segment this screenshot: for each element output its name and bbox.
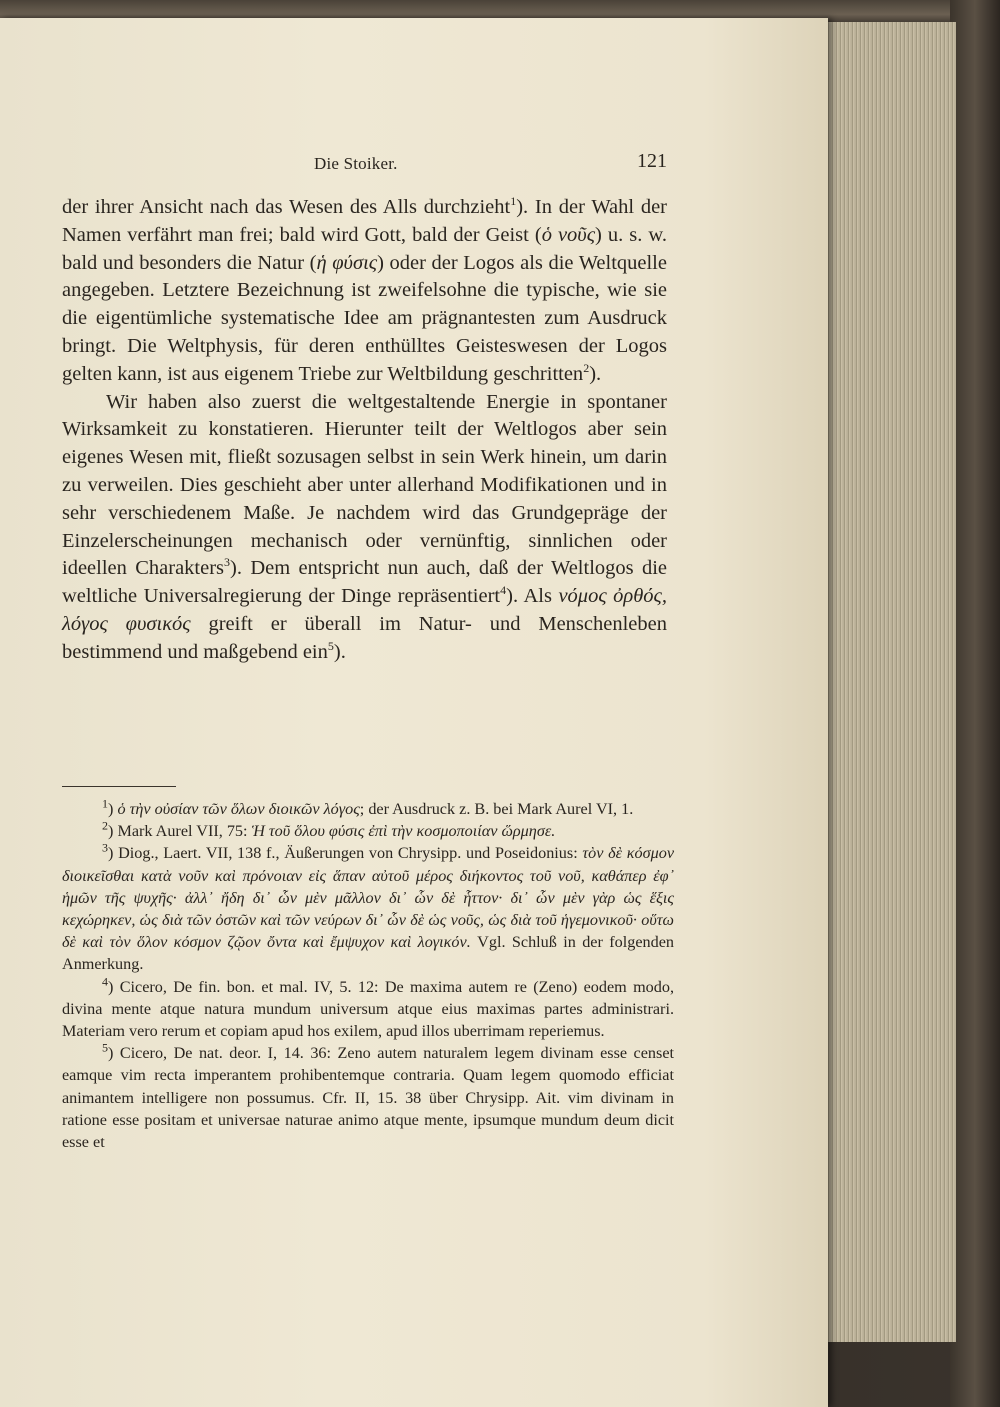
text-run: ). In der Wahl der Namen verfährt man frei; bald wird Gott, bald der Geist ( <box>62 196 667 246</box>
text-run: Cicero, De fin. bon. et mal. IV, 5. 12: De maxima autem re (Zeno) eodem modo, divina mente atque natura mundum universum atque eius maximas partes administrari. Materiam vero rerum et copiam apud hos exilem, apud illos uberrimam reperiemus. <box>62 977 674 1041</box>
book-page <box>0 18 828 1407</box>
footnote-ref-5: 5 <box>327 638 334 653</box>
footnote-5: $^5$) Cicero, De nat. deor. I, 14. 36: Zeno autem naturalem legem divinam esse censet eamque vim recta imperantem prohibentemque contraria. Quam legem quomodo efficiat animantem intelligere non possumus. Cfr. II, 15. 38 über Chrysipp. Ait. vim divinam in ratione esse positam et universae naturae animo atque mente, ipsumque mundum deum dicit esse et <box>62 1040 675 1152</box>
text-run: Wir haben also zuerst die weltgestaltende Energie in spontaner Wirksamkeit zu konstatieren. Hierunter teilt der Weltlogos aber sein eigenes Wesen mit, fließt sozusagen selbst in sein Werk hinein, um darin zu verweilen. Dies geschieht aber unter allerhand Modifikationen und in sehr verschiedenem Maße. Je nachdem wird das Grundgepräge der Einzelerscheinungen mechanisch oder vernünftig, sinnlichen oder ideellen Charakters <box>62 390 667 580</box>
greek-term: ἡ φύσις <box>316 251 378 274</box>
footnote-mark: 5 <box>102 1040 108 1055</box>
text-run: ). Dem entspricht nun auch, daß der Weltlogos die weltliche Universalregierung der Dinge repräsentiert <box>62 557 668 608</box>
text-run: Vgl. Schluß in der folgenden Anmerkung. <box>62 933 674 974</box>
footnote-mark: 4 <box>102 974 108 989</box>
text-run: ). <box>589 362 602 385</box>
paragraph-2 <box>62 389 667 667</box>
text-run: ). Als <box>506 585 559 608</box>
footnote-ref-3: 3 <box>224 555 231 570</box>
page-stack-edges <box>828 22 956 1342</box>
footnote-separator <box>62 786 176 787</box>
footnote-mark: 3 <box>102 841 108 856</box>
text-run: Diog., Laert. VII, 138 f., Äußerungen von Chrysipp. und Poseidonius: <box>118 844 583 863</box>
footnote-2: $^2$) Mark Aurel VII, 75: Ἡ τοῦ ὅλου φύσις ἐπὶ τὴν κοσμοποιίαν ὥρμησε. <box>102 818 556 841</box>
text-run: der ihrer Ansicht nach das Wesen des Alls durchzieht <box>62 196 511 218</box>
text-run: Cicero, De nat. deor. I, 14. 36: Zeno autem naturalem legem divinam esse censet eamque vim recta imperantem prohibentemque contraria. Quam legem quomodo efficiat animantem intelligere non possumus. Cfr. II, 15. 38 über Chrysipp. Ait. vim divinam in ratione esse positam et universae naturae animo atque mente, ipsumque mundum deum dicit esse et <box>62 1044 675 1152</box>
footnote-4: $^4$) Cicero, De fin. bon. et mal. IV, 5. 12: De maxima autem re (Zeno) eodem modo, divina mente atque natura mundum universum atque eius maximas partes administrari. Materiam vero rerum et copiam apud hos exilem, apud illos uberrimam reperiemus. <box>62 974 674 1041</box>
text-run: ) oder der Logos als die Weltquelle angegeben. Letztere Bezeichnung ist zweifelsohne die typische, wie sie die eigentümliche systematische Idee am prägnantesten zum Ausdruck bringt. Die Weltphysis, für deren enthülltes Geisteswesen der Logos gelten kann, ist aus eigenem Triebe zur Weltbildung geschritten <box>62 251 667 385</box>
text-run: Mark Aurel VII, 75: <box>117 822 252 841</box>
text-run: ). <box>333 640 346 663</box>
greek-term: νόμος ὀρθός, λόγος φυσικός <box>62 585 668 635</box>
footnotes <box>62 798 674 1153</box>
greek-term: Ἡ τοῦ ὅλου φύσις ἐπὶ τὴν κοσμοποιίαν ὥρμησε. <box>251 822 556 841</box>
footnote-mark: 1 <box>102 796 108 811</box>
body-text <box>62 194 667 667</box>
book-cover-edge <box>950 0 1000 1407</box>
footnote-1: $^1$) ὁ τὴν οὐσίαν τῶν ὅλων διοικῶν λόγος; der Ausdruck z. B. bei Mark Aurel VI, 1. <box>102 796 634 818</box>
text-run: ) u. s. w. bald und besonders die Natur ( <box>62 223 667 274</box>
text-run: greift er überall im Natur- und Menschenleben bestimmend und maßgebend ein <box>62 612 667 663</box>
footnote-mark: 2 <box>102 818 108 833</box>
greek-term: ὁ τὴν οὐσίαν τῶν ὅλων διοικῶν λόγος <box>117 800 360 818</box>
footnote-ref-2: 2 <box>583 360 590 375</box>
page-header <box>62 146 677 176</box>
footnote-3: $^3$) Diog., Laert. VII, 138 f., Äußerungen von Chrysipp. und Poseidonius: τὸν δὲ κόσμον διοικεῖσθαι κατὰ νοῦν καὶ πρόνοιαν εἰς ἅπαν αὐτοῦ μέρος διήκοντος τοῦ νοῦ, καθάπερ ἐφ᾽ ἡμῶν τῆς ψυχῆς· ἀλλ᾽ ἤδη δι᾽ ὧν μὲν μᾶλλον δι᾽ ὧν δὲ ἧττον· δι᾽ ὧν μὲν γὰρ ὡς ἕξις κεχώρηκεν, ὡς διὰ τῶν ὀστῶν καὶ τῶν νεύρων δι᾽ ὧν δὲ ὡς νοῦς, ὡς διὰ τοῦ ἡγεμονικοῦ· οὕτω δὲ καὶ τὸν ὅλον κόσμον ζῷον ὄντα καὶ ἔμψυχον καὶ λογικόν. Vgl. Schluß in der folgenden Anmerkung. <box>62 841 674 974</box>
running-title: Die Stoiker. <box>314 154 398 173</box>
footnote-ref-1: 1 <box>510 194 517 209</box>
greek-term: ὁ νοῦς <box>541 223 596 246</box>
paragraph-1 <box>62 194 667 389</box>
page-number: 121 <box>637 150 667 172</box>
greek-term: τὸν δὲ κόσμον διοικεῖσθαι κατὰ νοῦν καὶ πρόνοιαν εἰς ἅπαν αὐτοῦ μέρος διήκοντος τοῦ νοῦ, καθάπερ ἐφ᾽ ἡμῶν τῆς ψυχῆς· ἀλλ᾽ ἤδη δι᾽ ὧν μὲν μᾶλλον δι᾽ ὧν δὲ ἧττον· δι᾽ ὧν μὲν γὰρ ὡς ἕξις κεχώρηκεν, ὡς διὰ τῶν ὀστῶν καὶ τῶν νεύρων δι᾽ ὧν δὲ ὡς νοῦς, ὡς διὰ τοῦ ἡγεμονικοῦ· οὕτω δὲ καὶ τὸν ὅλον κόσμον ζῷον ὄντα καὶ ἔμψυχον καὶ λογικόν. <box>62 844 674 952</box>
footnote-ref-4: 4 <box>500 583 507 598</box>
text-run: ; der Ausdruck z. B. bei Mark Aurel VI, 1. <box>359 800 634 818</box>
